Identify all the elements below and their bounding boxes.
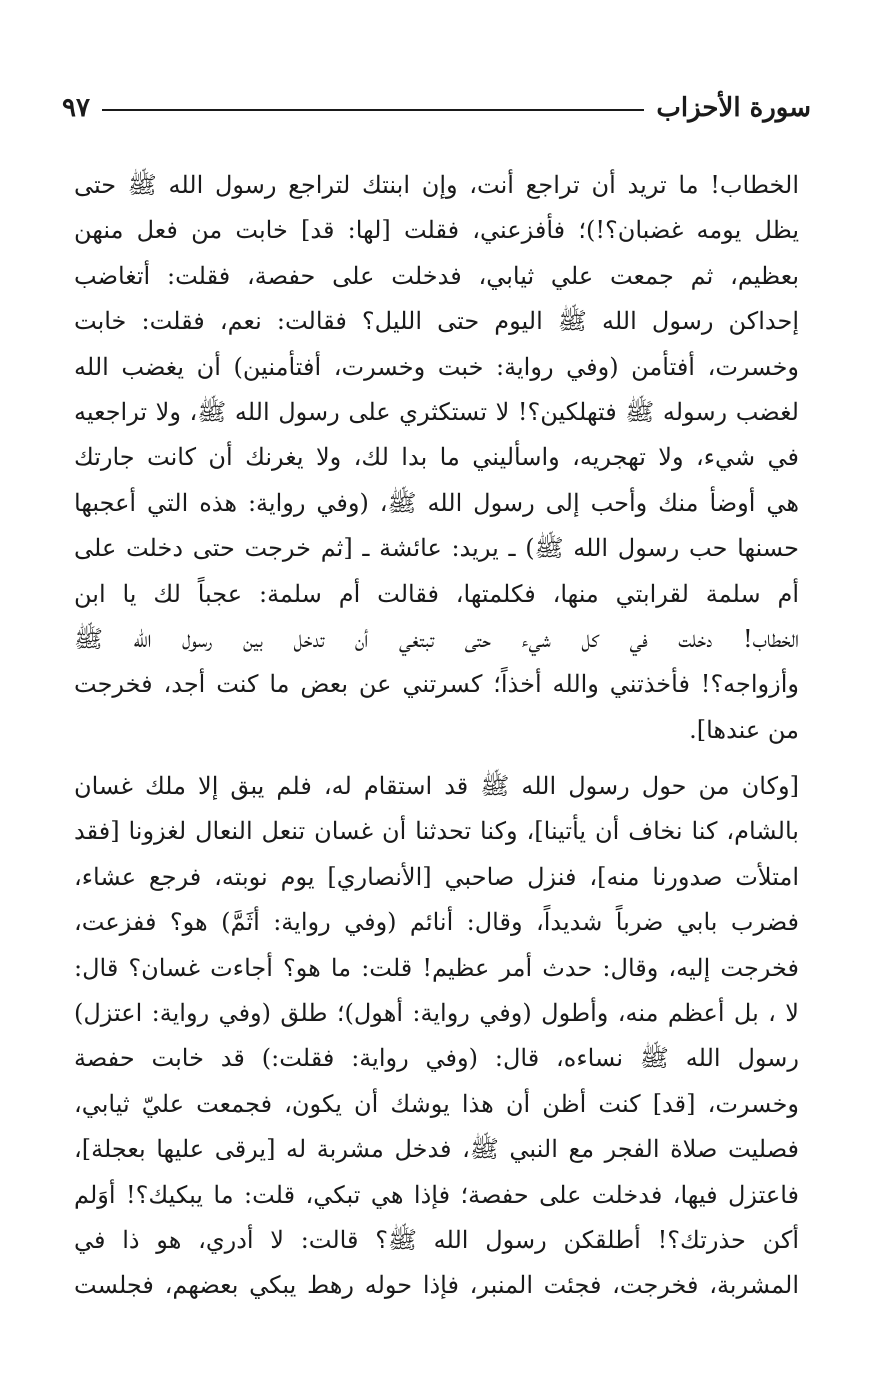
text-line: لا ، بل أعظم منه، وأطول (وفي رواية: أهول)؛ طلق (وفي رواية: اعتزل)	[74, 999, 799, 1028]
text-line: من عندها].	[689, 715, 799, 744]
text-line: فاعتزل فيها، فدخلت على حفصة؛ فإذا هي تبكي، قلت: ما يبكيك؟! أوَلم	[74, 1180, 799, 1209]
text-line: بالشام، كنا نخاف أن يأتينا]، وكنا تحدثنا أن غسان تنعل النعال لغزونا [فقد	[74, 817, 799, 846]
text-line: وخسرت، [قد] كنت أظن أن هذا يوشك أن يكون، فجمعت عليّ ثيابي،	[74, 1089, 799, 1118]
text-line: لغضب رسوله ﷺ فتهلكين؟! لا تستكثري على رسول الله ﷺ، ولا تراجعيه	[74, 397, 799, 426]
text-line: وخسرت، أفتأمن (وفي رواية: خبت وخسرت، أفتأمنين) أن يغضب الله	[74, 352, 799, 381]
text-line: في شيء، ولا تهجريه، واسأليني ما بدا لك، ولا يغرنك أن كانت جارتك	[74, 443, 799, 472]
text-line: هي أوضأ منك وأحب إلى رسول الله ﷺ، (وفي رواية: هذه التي أعجبها	[74, 488, 799, 517]
text-line: المشربة، فخرجت، فجئت المنبر، فإذا حوله رهط يبكي بعضهم، فجلست	[74, 1271, 799, 1300]
text-line: فضرب بابي ضرباً شديداً، وقال: أنائم (وفي رواية: أثَمَّ) هو؟ ففزعت،	[74, 908, 799, 937]
running-header	[62, 88, 811, 128]
text-line: إحداكن رسول الله ﷺ اليوم حتى الليل؟ فقالت: نعم، فقلت: خابت	[74, 307, 799, 336]
surah-title: سورة الأحزاب	[656, 93, 811, 123]
paragraph-2	[74, 764, 799, 1309]
text-line: وأزواجه؟! فأخذتني والله أخذاً؛ كسرتني عن بعض ما كنت أجد، فخرجت	[74, 670, 799, 699]
paragraph-gap	[74, 753, 799, 764]
text-line: [وكان من حول رسول الله ﷺ قد استقام له، فلم يبق إلا ملك غسان	[74, 772, 799, 801]
text-line: الخطاب! دخلت في كل شيء حتى تبتغي أن تدخل بين رسول الله ﷺ	[74, 624, 799, 653]
text-line: رسول الله ﷺ نساءه، قال: (وفي رواية: فقلت:) قد خابت حفصة	[74, 1044, 799, 1073]
text-line: الخطاب! ما تريد أن تراجع أنت، وإن ابنتك لتراجع رسول الله ﷺ حتى	[74, 171, 799, 199]
paragraph-1	[74, 163, 799, 753]
text-line: حسنها حب رسول الله ﷺ) ـ يريد: عائشة ـ [ثم خرجت حتى دخلت على	[74, 534, 799, 563]
text-line: أكن حذرتك؟! أطلقكن رسول الله ﷺ؟ قالت: لا أدري، هو ذا في	[74, 1225, 799, 1254]
text-line: أم سلمة لقرابتي منها، فكلمتها، فقالت أم سلمة: عجباً لك يا ابن	[74, 579, 799, 608]
text-line: فصليت صلاة الفجر مع النبي ﷺ، فدخل مشربة له [يرقى عليها بعجلة]،	[74, 1135, 799, 1164]
text-line: يظل يومه غضبان؟!)؛ فأفزعني، فقلت [لها: قد] خابت من فعل منهن	[74, 216, 799, 245]
body-text	[74, 163, 799, 1309]
page-number: ٩٧	[62, 93, 90, 123]
text-line: بعظيم، ثم جمعت علي ثيابي، فدخلت على حفصة، فقلت: أتغاضب	[74, 261, 799, 290]
header-rule	[102, 109, 644, 111]
text-line: فخرجت إليه، وقال: حدث أمر عظيم! قلت: ما هو؟ أجاءت غسان؟ قال:	[74, 953, 799, 982]
text-line: امتلأت صدورنا منه]، فنزل صاحبي [الأنصاري] يوم نوبته، فرجع عشاء،	[74, 862, 799, 891]
